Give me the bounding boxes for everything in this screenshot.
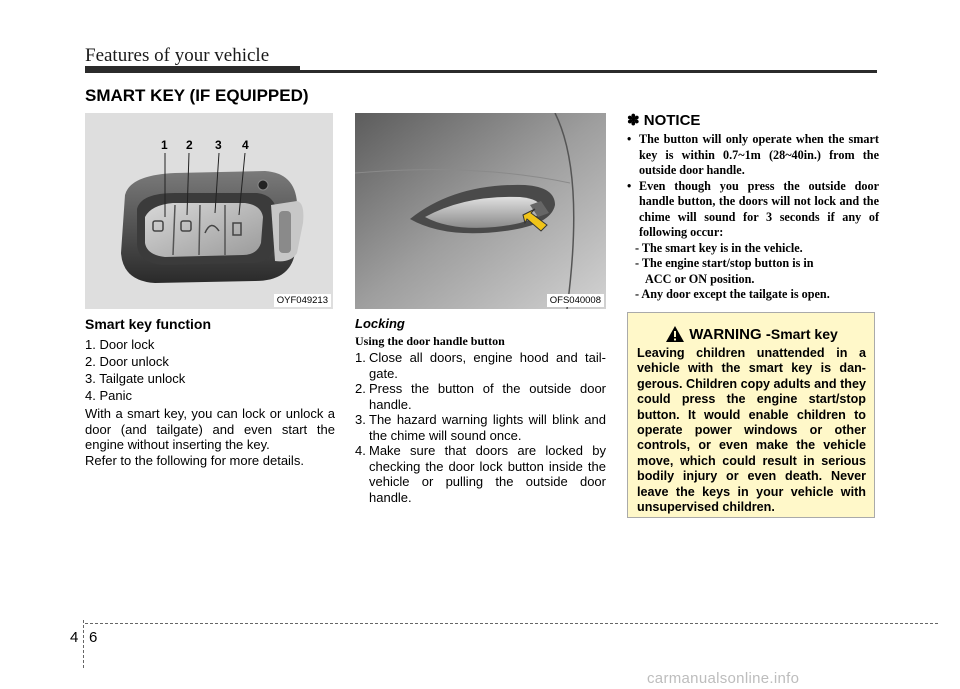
footer-rule (85, 623, 938, 624)
step-text: Make sure that doors are locked by checking the door lock button inside the vehicle or pulling the outside door handle. (369, 443, 606, 505)
list-item: 2. Door unlock (85, 354, 169, 369)
door-handle-illustration (355, 113, 606, 309)
paragraph: Refer to the following for more details. (85, 452, 304, 468)
watermark: carmanualsonline.info (647, 670, 800, 687)
smart-key-image (85, 113, 333, 309)
locking-heading: Locking (355, 316, 405, 331)
list-item: - The engine start/stop button is in (635, 256, 814, 270)
smart-key-function-heading: Smart key function (85, 316, 212, 332)
key-button-number-2: 2 (186, 138, 193, 152)
list-item (355, 350, 606, 381)
key-button-number-1: 1 (161, 138, 168, 152)
list-item: 3. Tailgate unlock (85, 371, 186, 386)
door-handle-image (355, 113, 606, 309)
warning-triangle-icon (665, 325, 685, 343)
list-item: - The smart key is in the vehicle. (635, 240, 803, 255)
notice-sublist (627, 241, 879, 303)
list-item: 4. Panic (85, 388, 132, 403)
notice-text: Even though you press the outside door handle button, the doors will not lock and the chime will sound for 3 seconds if any of following occur: (639, 178, 879, 239)
page-number: 6 (89, 629, 98, 646)
step-number: 4. (355, 443, 366, 458)
notice-heading: ✽ NOTICE (627, 112, 701, 129)
list-item: 1. Door lock (85, 337, 155, 352)
notice-conditions (627, 241, 830, 303)
chapter-number: 4 (70, 629, 79, 646)
page-title: SMART KEY (IF EQUIPPED) (85, 86, 309, 105)
notice-list (627, 132, 879, 303)
image-code: OFS040008 (547, 294, 604, 307)
section-header: Features of your vehicle (85, 45, 270, 66)
warning-subtitle: Smart key (770, 326, 838, 342)
list-item: ACC or ON position. (645, 271, 755, 286)
header-bar (85, 66, 300, 73)
locking-subheading: Using the door handle button (355, 334, 505, 348)
list-item (355, 381, 606, 412)
step-number: 3. (355, 412, 366, 427)
step-number: 2. (355, 381, 366, 396)
smart-key-illustration (85, 113, 333, 309)
list-item: - Any door except the tailgate is open. (635, 287, 830, 301)
warning-title: WARNING - (689, 325, 771, 343)
list-item (355, 443, 606, 505)
smart-key-description (85, 406, 335, 468)
list-item (627, 132, 879, 179)
step-text: The hazard warning lights will blink and the chime will sound once. (369, 412, 606, 443)
warning-title-row (637, 325, 866, 343)
key-button-number-4: 4 (242, 138, 249, 152)
step-text: Close all doors, engine hood and tail-gate. (369, 350, 606, 381)
step-text: Press the button of the outside door handle. (369, 381, 606, 412)
bullet: • (627, 178, 632, 193)
step-number: 1. (355, 350, 366, 365)
bullet: • (627, 132, 632, 146)
image-code: OYF049213 (274, 294, 331, 307)
footer-divider (83, 620, 84, 668)
list-item (355, 412, 606, 443)
warning-body: Leaving children unattended in a vehicle with the smart key is dan-gerous. Children copy adults and they could press the engine start/stop button. It would enable children to operate power windows or other controls, or even make the vehicle move, which could result in serious bodily injury or even death. Never leave the keys in your vehicle with unsupervised children. (637, 346, 866, 515)
locking-steps (355, 350, 606, 505)
paragraph: With a smart key, you can lock or unlock a door (and tailgate) and even start the engine without inserting the key. (85, 406, 335, 452)
notice-text: The button will only operate when the smart key is within 0.7~1m (28~40in.) from the outside door handle. (639, 132, 879, 177)
list-item (627, 179, 879, 241)
warning-box (627, 312, 875, 518)
smart-key-function-list (85, 336, 335, 404)
header-rule (300, 70, 877, 73)
key-button-number-3: 3 (215, 138, 222, 152)
